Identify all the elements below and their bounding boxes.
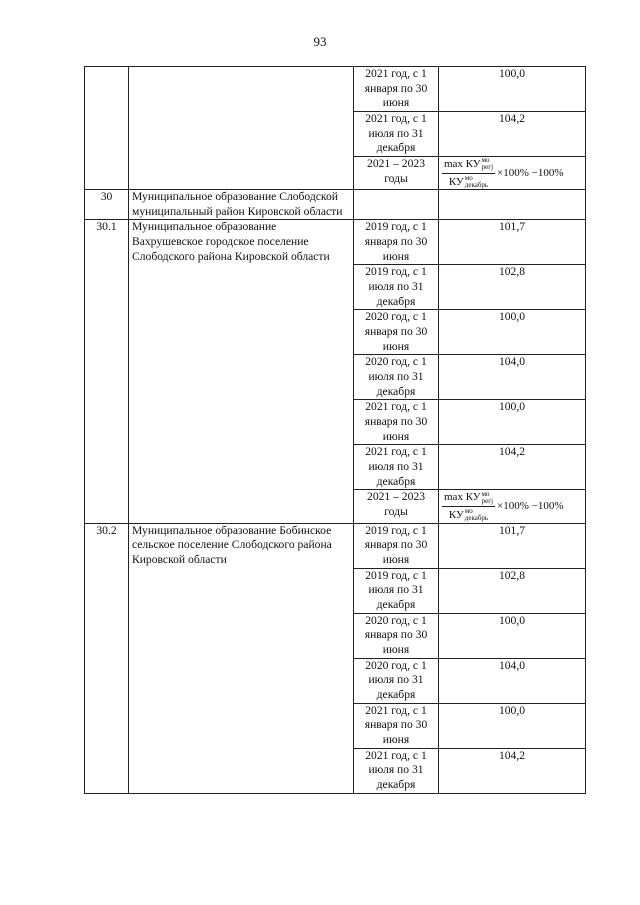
value-cell: 102,8	[439, 265, 586, 310]
table-row	[85, 523, 586, 568]
page-number: 93	[313, 34, 327, 49]
municipality-name-cell: Муниципальное образование Вахрушевское городское поселение Слободского района Кировской области	[129, 220, 354, 523]
value-cell: 102,8	[439, 568, 586, 613]
formula-cell	[439, 490, 586, 523]
period-cell: 2021 год, с 1 января по 30 июня	[354, 703, 439, 748]
period-cell: 2021 год, с 1 июля по 31 декабря	[354, 748, 439, 793]
period-cell: 2021 год, с 1 июля по 31 декабря	[354, 112, 439, 157]
row-number-cell: 30.2	[85, 523, 129, 793]
growth-formula: max КУ мо регj КУ мо декабрь ×100% −100%	[444, 156, 564, 190]
municipality-name-cell: Муниципальное образование Слободской муниципальный район Кировской области	[129, 190, 354, 220]
table-row	[85, 220, 586, 265]
value-cell: 100,0	[439, 613, 586, 658]
period-cell: 2021 – 2023 годы	[354, 490, 439, 523]
value-cell: 100,0	[439, 400, 586, 445]
period-cell: 2021 год, с 1 января по 30 июня	[354, 400, 439, 445]
period-cell: 2019 год, с 1 июля по 31 декабря	[354, 568, 439, 613]
municipality-name-cell	[129, 67, 354, 190]
period-cell: 2020 год, с 1 июля по 31 декабря	[354, 658, 439, 703]
period-cell: 2020 год, с 1 июля по 31 декабря	[354, 355, 439, 400]
value-cell: 104,0	[439, 355, 586, 400]
value-cell: 101,7	[439, 523, 586, 568]
table-row	[85, 190, 586, 220]
table-row	[85, 67, 586, 112]
value-cell: 104,2	[439, 445, 586, 490]
period-cell: 2020 год, с 1 января по 30 июня	[354, 310, 439, 355]
row-number-cell: 30.1	[85, 220, 129, 523]
row-number-cell	[85, 67, 129, 190]
period-cell: 2021 год, с 1 июля по 31 декабря	[354, 445, 439, 490]
growth-formula: max КУ мо регj КУ мо декабрь ×100% −100%	[444, 489, 564, 523]
municipality-name-cell: Муниципальное образование Бобинское сельское поселение Слободского района Кировской области	[129, 523, 354, 793]
period-cell: 2021 – 2023 годы	[354, 157, 439, 190]
value-cell: 100,0	[439, 703, 586, 748]
period-cell: 2019 год, с 1 января по 30 июня	[354, 220, 439, 265]
value-cell: 104,2	[439, 748, 586, 793]
value-cell: 104,2	[439, 112, 586, 157]
value-cell: 101,7	[439, 220, 586, 265]
value-cell	[439, 190, 586, 220]
value-cell: 104,0	[439, 658, 586, 703]
period-cell: 2021 год, с 1 января по 30 июня	[354, 67, 439, 112]
value-cell: 100,0	[439, 310, 586, 355]
value-cell: 100,0	[439, 67, 586, 112]
period-cell: 2020 год, с 1 января по 30 июня	[354, 613, 439, 658]
tariff-index-table	[84, 66, 586, 794]
formula-cell	[439, 157, 586, 190]
period-cell	[354, 190, 439, 220]
row-number-cell: 30	[85, 190, 129, 220]
period-cell: 2019 год, с 1 января по 30 июня	[354, 523, 439, 568]
period-cell: 2019 год, с 1 июля по 31 декабря	[354, 265, 439, 310]
